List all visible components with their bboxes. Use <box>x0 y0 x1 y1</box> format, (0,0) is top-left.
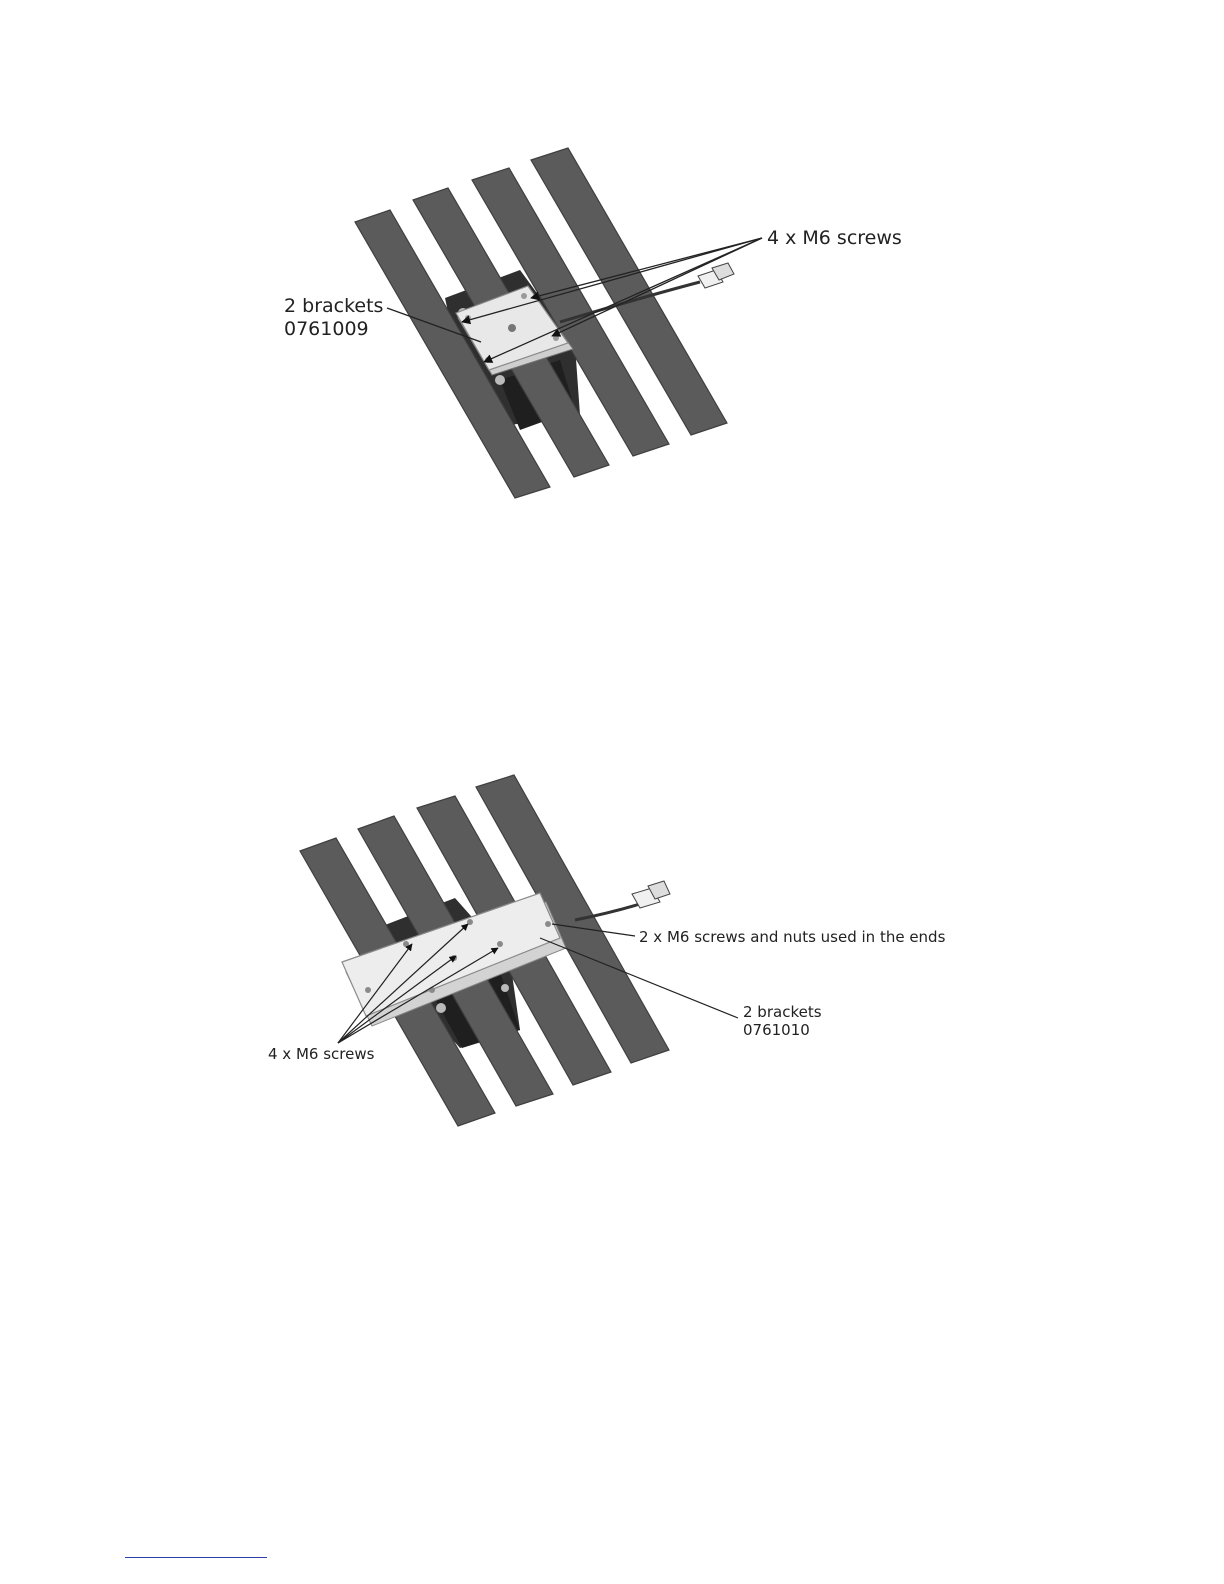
cable-connector-icon <box>698 263 734 288</box>
figure-1-drawing <box>0 0 1224 560</box>
label-end-screws: 2 x M6 screws and nuts used in the ends <box>639 928 946 946</box>
label-screws: 4 x M6 screws <box>268 1045 375 1063</box>
label-brackets: 2 brackets 0761009 <box>284 295 384 340</box>
figure-2-bracket-mount <box>0 740 1224 1180</box>
figure-2-drawing <box>0 740 1224 1180</box>
figure-1-bracket-mount <box>0 0 1224 560</box>
footer-rule <box>125 1557 267 1558</box>
label-brackets: 2 brackets 0761010 <box>743 1003 822 1039</box>
cable-connector-icon <box>632 881 670 908</box>
label-screws: 4 x M6 screws <box>767 227 902 249</box>
